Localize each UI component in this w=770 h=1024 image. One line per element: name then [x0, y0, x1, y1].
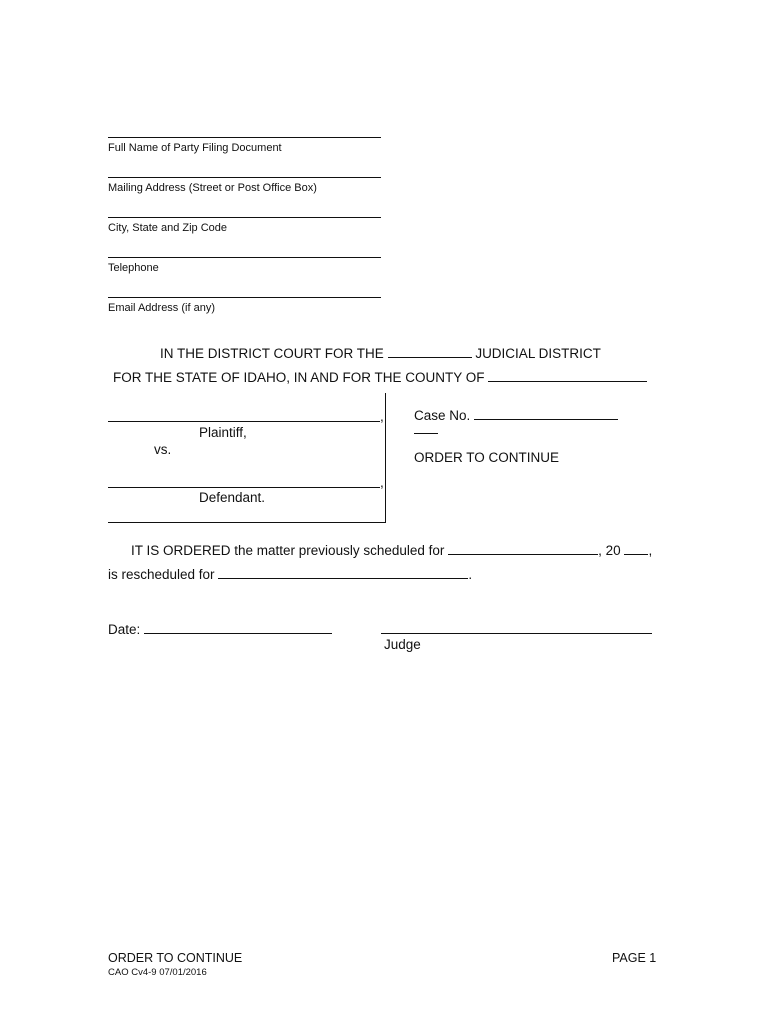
caption-divider: [385, 393, 386, 523]
previous-date-blank[interactable]: [448, 542, 598, 555]
court-heading-suffix: JUDICIAL DISTRICT: [475, 346, 601, 361]
caption-bottom-rule: [108, 522, 386, 523]
plaintiff-name-line[interactable]: [108, 421, 380, 422]
case-number-label: Case No.: [414, 408, 471, 423]
order-line1: [131, 542, 652, 558]
document-title: ORDER TO CONTINUE: [414, 450, 560, 465]
city-state-zip-label: City, State and Zip Code: [108, 222, 228, 234]
defendant-comma: ,: [380, 475, 384, 490]
order-period: .: [468, 567, 473, 582]
date-row: [108, 621, 332, 637]
email-line: [108, 297, 381, 298]
footer-page-number: PAGE 1: [612, 951, 657, 965]
order-line2: [108, 566, 472, 582]
year-blank[interactable]: [624, 542, 648, 555]
vs-label: vs.: [154, 442, 172, 457]
court-heading-line2: [113, 369, 647, 385]
footer-title: ORDER TO CONTINUE: [108, 951, 243, 965]
footer-form-code: CAO Cv4-9 07/01/2016: [108, 967, 207, 978]
full-name-line: [108, 137, 381, 138]
plaintiff-label: Plaintiff,: [199, 425, 247, 440]
date-label: Date:: [108, 622, 141, 637]
full-name-label: Full Name of Party Filing Document: [108, 142, 282, 154]
county-heading-prefix: FOR THE STATE OF IDAHO, IN AND FOR THE COUNTY OF: [113, 370, 485, 385]
case-number-row: [414, 407, 618, 423]
order-text-start: IT IS ORDERED the matter previously scheduled for: [131, 543, 445, 558]
county-blank[interactable]: [488, 369, 647, 382]
email-label: Email Address (if any): [108, 302, 215, 314]
city-state-zip-line: [108, 217, 381, 218]
judicial-district-blank[interactable]: [388, 345, 472, 358]
court-heading-prefix: IN THE DISTRICT COURT FOR THE: [160, 346, 384, 361]
rescheduled-label: is rescheduled for: [108, 567, 215, 582]
year-suffix: ,: [648, 543, 653, 558]
defendant-name-line[interactable]: [108, 487, 380, 488]
mailing-address-label: Mailing Address (Street or Post Office Box): [108, 182, 317, 194]
plaintiff-comma: ,: [380, 409, 384, 424]
year-prefix: , 20: [598, 543, 621, 558]
case-number-continuation-line[interactable]: [414, 433, 438, 434]
mailing-address-field[interactable]: [108, 177, 381, 194]
city-state-zip-field[interactable]: [108, 217, 381, 234]
judge-label: Judge: [384, 637, 421, 652]
case-number-blank[interactable]: [474, 407, 618, 420]
telephone-line: [108, 257, 381, 258]
date-blank[interactable]: [144, 621, 332, 634]
judge-signature-line[interactable]: [381, 633, 652, 634]
full-name-field[interactable]: [108, 137, 381, 154]
email-field[interactable]: [108, 297, 381, 314]
telephone-label: Telephone: [108, 262, 159, 274]
mailing-address-line: [108, 177, 381, 178]
telephone-field[interactable]: [108, 257, 381, 274]
rescheduled-date-blank[interactable]: [218, 566, 468, 579]
court-heading-line1: [160, 345, 601, 361]
defendant-label: Defendant.: [199, 490, 266, 505]
